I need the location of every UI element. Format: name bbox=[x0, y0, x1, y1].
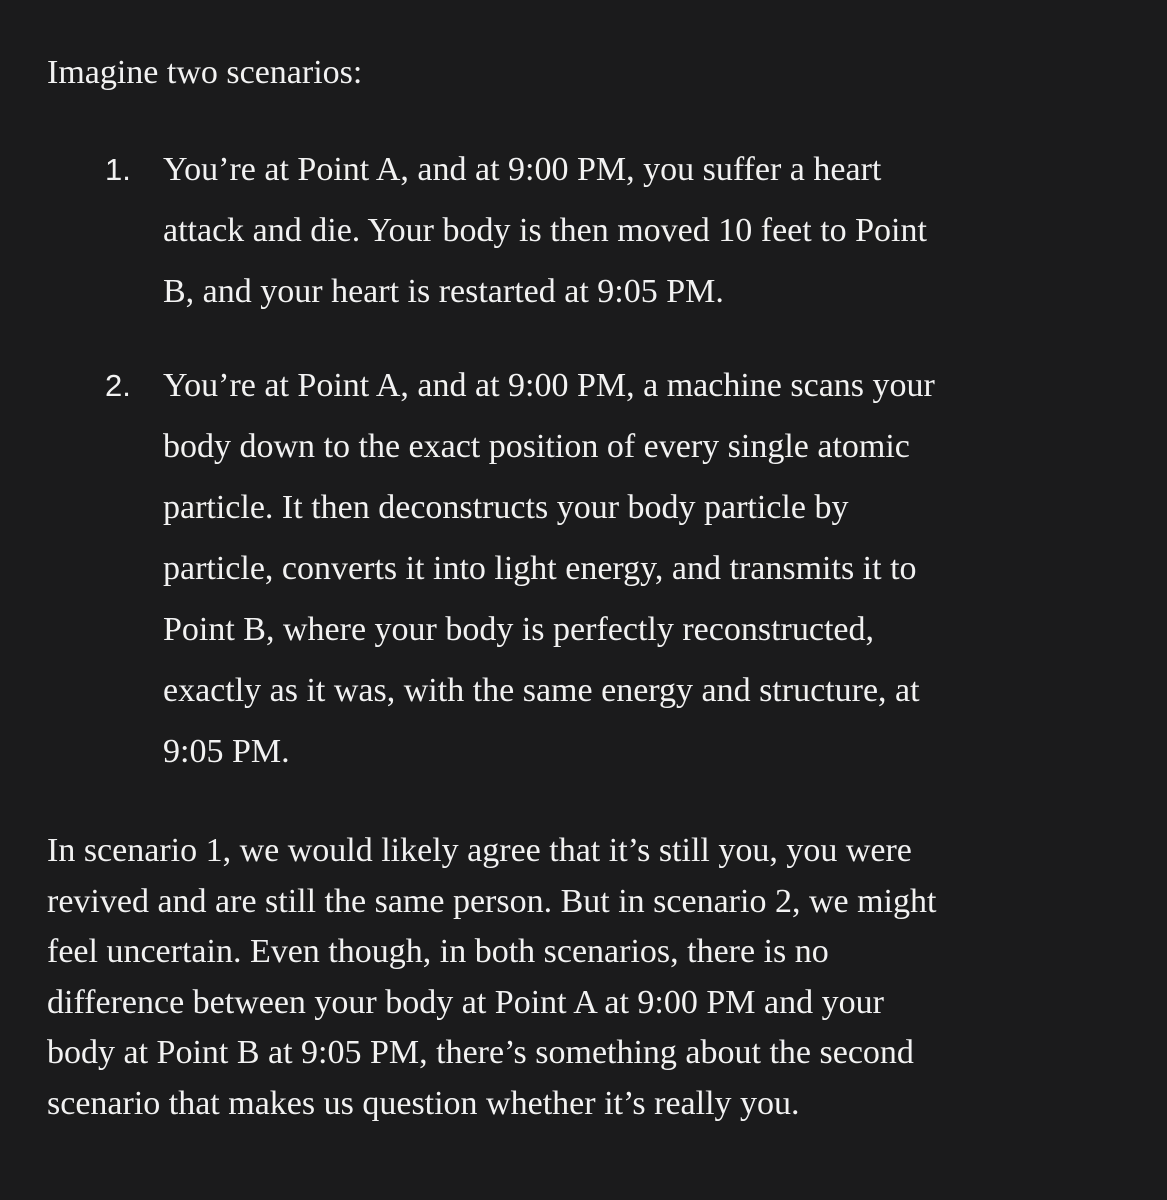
text-line: You’re at Point A, and at 9:00 PM, a machine scans your bbox=[163, 367, 935, 404]
scenario-text bbox=[163, 139, 1143, 322]
scenario-text bbox=[163, 355, 1143, 782]
text-line: particle, converts it into light energy, and transmits it to bbox=[163, 550, 917, 587]
text-line: attack and die. Your body is then moved 10 feet to Point bbox=[163, 212, 927, 249]
text-line: 9:05 PM. bbox=[163, 733, 290, 770]
text-line: body at Point B at 9:05 PM, there’s something about the second bbox=[47, 1034, 914, 1071]
list-number: 2. bbox=[105, 368, 131, 403]
conclusion-paragraph bbox=[47, 826, 936, 1129]
intro-paragraph: Imagine two scenarios: bbox=[47, 54, 363, 91]
text-line: body down to the exact position of every single atomic bbox=[163, 428, 910, 465]
text-line: In scenario 1, we would likely agree that it’s still you, you were bbox=[47, 832, 912, 869]
text-line: You’re at Point A, and at 9:00 PM, you suffer a heart bbox=[163, 151, 882, 188]
list-number: 1. bbox=[105, 152, 131, 187]
text-line: revived and are still the same person. But in scenario 2, we might bbox=[47, 882, 937, 920]
text-line: exactly as it was, with the same energy and structure, at bbox=[163, 672, 920, 709]
text-line: scenario that makes us question whether it’s really you. bbox=[47, 1084, 800, 1122]
text-line: feel uncertain. Even though, in both scenarios, there is no bbox=[47, 933, 829, 970]
text-line: particle. It then deconstructs your body particle by bbox=[163, 489, 849, 526]
text-line: Point B, where your body is perfectly reconstructed, bbox=[163, 611, 874, 648]
text-line: B, and your heart is restarted at 9:05 PM. bbox=[163, 273, 724, 310]
text-line: difference between your body at Point A at 9:00 PM and your bbox=[47, 983, 884, 1021]
